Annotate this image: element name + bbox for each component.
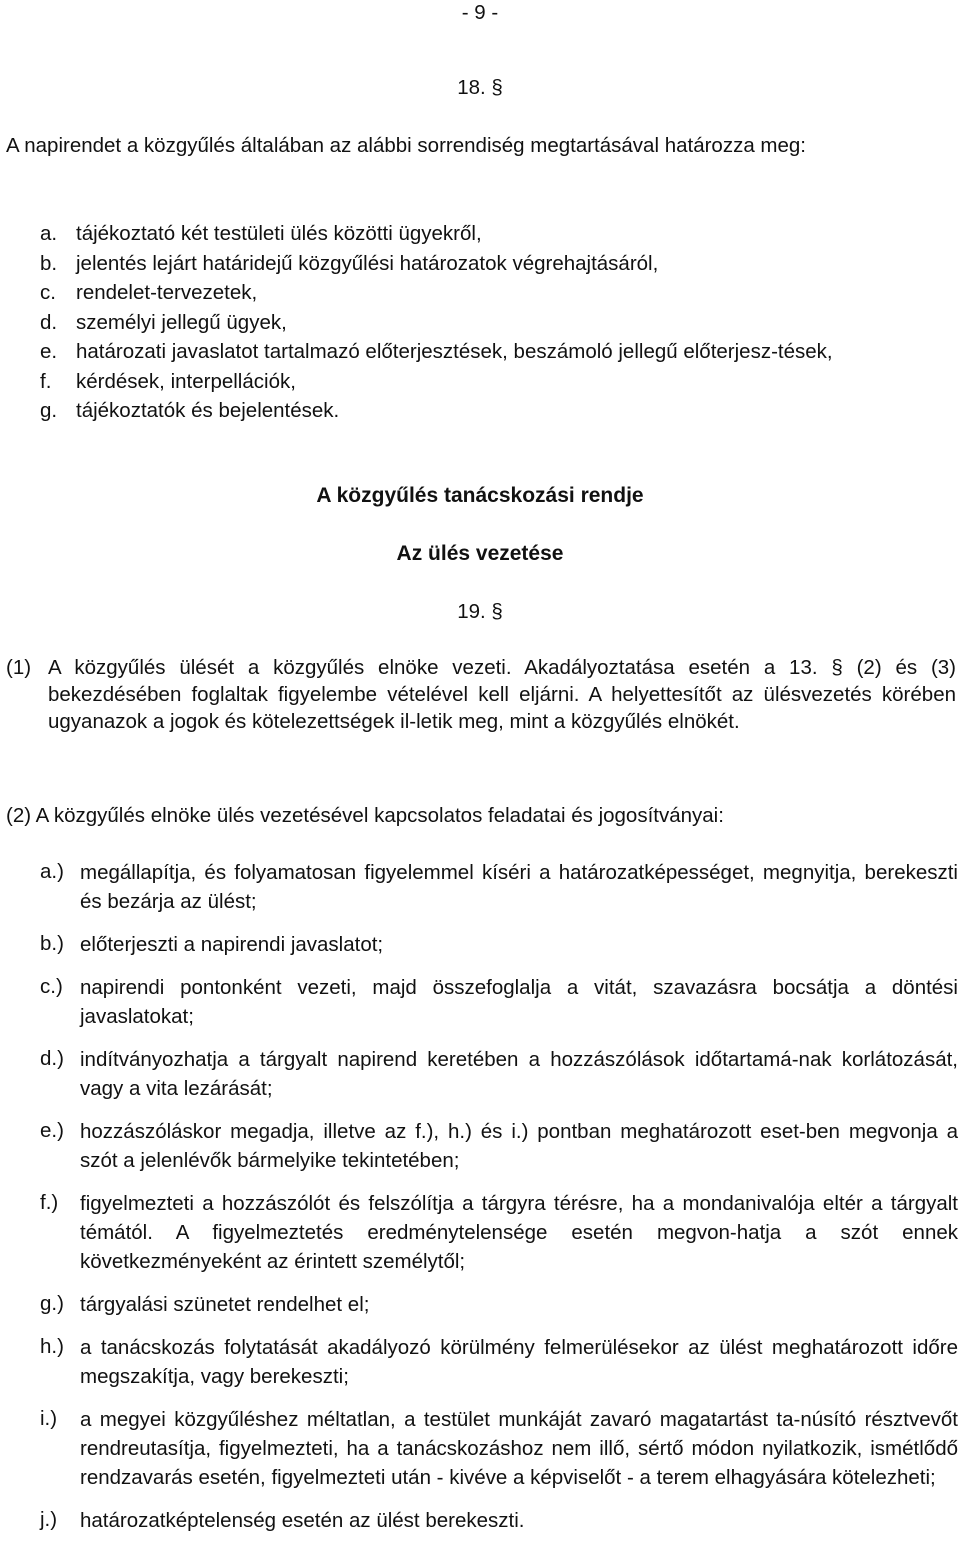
list-item-text: előterjeszti a napirendi javaslatot; (80, 933, 384, 956)
list-item (40, 249, 958, 279)
list-marker: a. (40, 222, 58, 245)
list-item-text: megállapítja, és folyamatosan figyelemmel kíséri a határozatképességet, megnyitja, berekeszti és bezárja az ülést; (80, 861, 958, 913)
chapter-heading: A közgyűlés tanácskozási rendje (316, 484, 644, 507)
list-item-text: figyelmezteti a hozzászólót és felszólítja a tárgyra térésre, ha a mondanivalója eltér a tárgyalt témától. A figyelmeztetés eredménytelensége esetén megvon-hatja a szót ennek következményeként az érintett személytől; (80, 1192, 958, 1273)
list-item (40, 1506, 958, 1535)
list-item (40, 1290, 958, 1319)
list-item-text: határozatképtelenség esetén az ülést berekeszti. (80, 1509, 525, 1532)
paragraph-text: A közgyűlés ülését a közgyűlés elnöke vezeti. Akadályoztatása esetén a 13. § (2) és (3) bekezdésében foglaltak figyelembe vételével kell eljárni. A helyettesítőt az ülésvezetés körében ugyanazok a jogok és kötelezettségek il-letik meg, mint a közgyűlés elnökét. (48, 656, 956, 733)
agenda-list (40, 219, 958, 426)
list-item-text: a megyei közgyűléshez méltatlan, a testület munkáját zavaró magatartást ta-núsító résztvevőt rendreutasítja, figyelmezteti, ha a tanácskozáshoz nem illő, sértő módon nyilatkozik, ismétlődő rendzavarás esetén, figyelmezteti után - kivéve a képviselőt - a terem elhagyására kötelezheti; (80, 1408, 958, 1489)
paragraph-1 (6, 654, 956, 733)
list-item (40, 367, 958, 397)
list-marker: f. (40, 369, 52, 393)
intro-paragraph: A napirendet a közgyűlés általában az alábbi sorrendiség megtartásával határozza meg: (6, 134, 806, 157)
list-item (40, 1189, 958, 1276)
list-item (40, 858, 958, 916)
subchapter-heading: Az ülés vezetése (396, 542, 564, 565)
list-item-text: tájékoztató két testületi ülés közötti ügyekről, (76, 222, 482, 245)
list-marker: g.) (40, 1292, 64, 1315)
list-marker: j.) (40, 1508, 58, 1531)
list-item (40, 1405, 958, 1492)
list-item (40, 396, 958, 426)
list-item-text: rendelet-tervezetek, (76, 281, 258, 304)
list-item (40, 219, 958, 249)
section-19-heading: 19. § (457, 600, 503, 623)
list-item-text: jelentés lejárt határidejű közgyűlési határozatok végrehajtásáról, (76, 251, 659, 275)
list-marker: c. (40, 281, 56, 304)
list-item (40, 337, 958, 367)
list-item-text: határozati javaslatot tartalmazó előterjesztések, beszámoló jellegű előterjesz-tések, (76, 340, 833, 363)
list-marker: e. (40, 340, 58, 363)
list-item-text: indítványozhatja a tárgyalt napirend keretében a hozzászólások időtartamá-nak korlátozását, vagy a vita lezárását; (80, 1048, 958, 1100)
list-marker: f.) (40, 1191, 59, 1214)
list-item-text: hozzászóláskor megadja, illetve az f.), h.) és i.) pontban meghatározott eset-ben megvonja a szót a jelenlévők bármelyike tekintetében; (80, 1120, 958, 1172)
list-item (40, 973, 958, 1031)
list-marker: d.) (40, 1047, 64, 1070)
list-marker: h.) (40, 1335, 64, 1358)
list-marker: i.) (40, 1407, 58, 1430)
paragraph-2: (2) A közgyűlés elnöke ülés vezetésével kapcsolatos feladatai és jogosítványai: (6, 804, 724, 827)
list-item (40, 1045, 958, 1103)
duties-list (40, 858, 958, 1549)
list-marker: g. (40, 399, 58, 422)
list-item (40, 308, 958, 338)
list-item (40, 278, 958, 308)
list-item (40, 1117, 958, 1175)
list-marker: b.) (40, 932, 64, 955)
list-marker: c.) (40, 975, 63, 998)
list-item-text: személyi jellegű ügyek, (76, 310, 287, 334)
list-item-text: tárgyalási szünetet rendelhet el; (80, 1293, 370, 1316)
page-number: - 9 - (461, 1, 499, 24)
section-18-heading: 18. § (457, 76, 503, 99)
list-item-text: a tanácskozás folytatását akadályozó körülmény felmerülésekor az ülést meghatározott időre megszakítja, vagy berekeszti; (80, 1336, 958, 1388)
list-item-text: napirendi pontonként vezeti, majd összefoglalja a vitát, szavazásra bocsátja a döntési javaslatokat; (80, 976, 958, 1028)
list-item-text: tájékoztatók és bejelentések. (76, 399, 340, 422)
list-marker: e.) (40, 1119, 64, 1142)
list-item (40, 930, 958, 959)
list-marker: d. (40, 310, 58, 334)
list-item-text: kérdések, interpellációk, (76, 369, 296, 393)
list-marker: a.) (40, 860, 64, 883)
list-marker: b. (40, 251, 58, 275)
list-item (40, 1333, 958, 1391)
paragraph-number: (1) (6, 656, 32, 679)
